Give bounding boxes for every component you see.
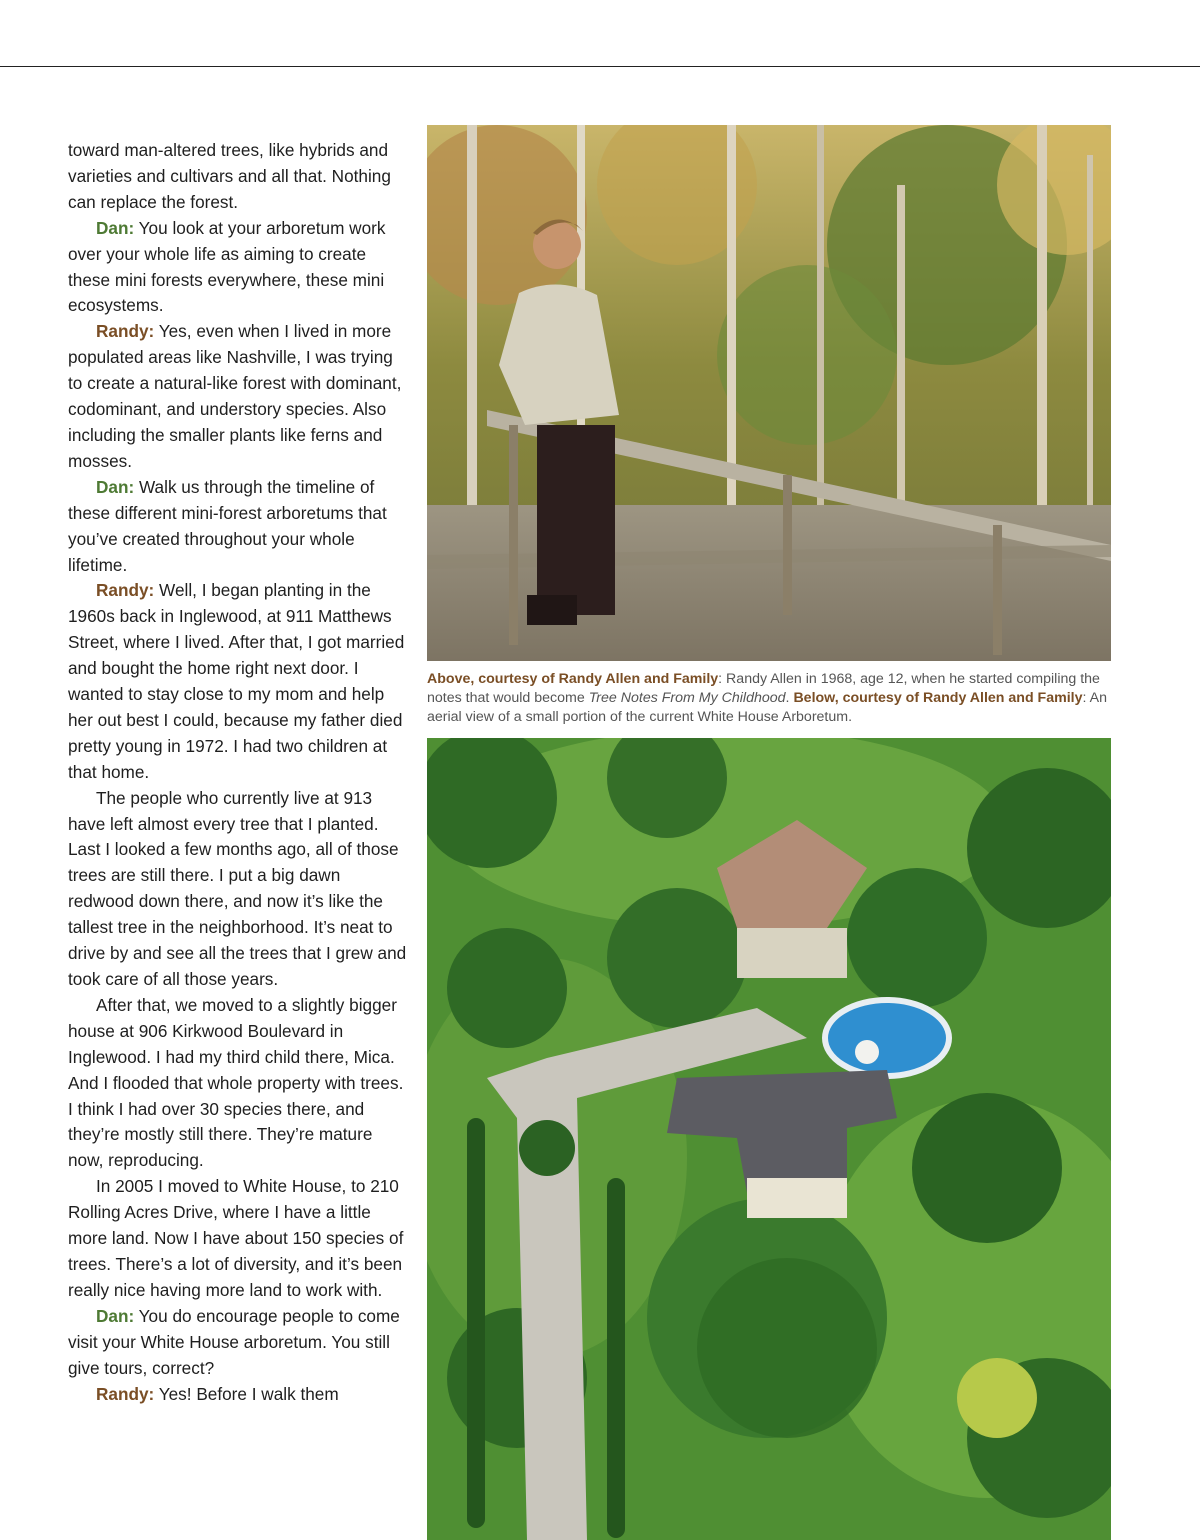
speaker-randy: Randy: — [96, 1383, 155, 1404]
paragraph-4 — [68, 475, 410, 579]
photo-aerial-arboretum — [427, 738, 1111, 1540]
paragraph-2-text: You look at your arboretum work over your whole life as aiming to create these mini forests everywhere, these mini ecosystems. — [68, 217, 386, 316]
paragraph-10 — [68, 1382, 410, 1408]
caption-book-title: Tree Notes From My Childhood — [588, 690, 786, 706]
caption-below-credit: Below, courtesy of Randy Allen and Family — [793, 690, 1083, 706]
paragraph-9-text: You do encourage people to come visit your White House arboretum. You still give tours, correct? — [68, 1305, 400, 1378]
paragraph-3 — [68, 319, 410, 474]
speaker-dan: Dan: — [96, 1305, 135, 1326]
photo-caption — [427, 670, 1111, 727]
paragraph-8-text: In 2005 I moved to White House, to 210 Rolling Acres Drive, where I have a little more land. Now I have about 150 species of trees. There’s a lot of diversity, and it’s been really nice having more land to work with. — [68, 1176, 404, 1300]
paragraph-5 — [68, 578, 410, 785]
speaker-randy: Randy: — [96, 580, 155, 601]
paragraph-5-text: Well, I began planting in the 1960s back in Inglewood, at 911 Matthews Street, where I lived. After that, I got married and bought the home right next door. I wanted to stay close to my mom and help her out best I could, because my father died pretty young in 1972. I had two children at that home. — [68, 580, 405, 782]
photo-randy-1968 — [427, 125, 1111, 661]
paragraph-7-text: After that, we moved to a slightly bigger house at 906 Kirkwood Boulevard in Inglewood. I had my third child there, Mica. And I flooded that whole property with trees. I think I had over 30 species there, and they’re mostly still there. They’re mature now, reproducing. — [68, 994, 404, 1171]
paragraph-2 — [68, 216, 410, 320]
speaker-dan: Dan: — [96, 217, 135, 238]
paragraph-1 — [68, 138, 410, 216]
header-rule — [0, 66, 1200, 67]
paragraph-6 — [68, 786, 410, 993]
paragraph-10-text: Yes! Before I walk them — [154, 1383, 339, 1404]
caption-above-text: : Randy Allen in 1968, age 12, when he started compiling the notes that would become — [427, 671, 1100, 706]
paragraph-9 — [68, 1304, 410, 1382]
caption-above-end: . — [785, 690, 794, 706]
paragraph-3-text: Yes, even when I lived in more populated areas like Nashville, I was trying to create a natural-like forest with dominant, codominant, and understory species. Also including the smaller plants like ferns and mosses. — [68, 321, 402, 471]
caption-below-text: : An aerial view of a small portion of the current White House Arboretum. — [427, 690, 1107, 725]
speaker-randy: Randy: — [96, 321, 155, 342]
paragraph-1-text: toward man-altered trees, like hybrids and varieties and cultivars and all that. Nothing can replace the forest. — [68, 140, 391, 212]
paragraph-4-text: Walk us through the timeline of these different mini-forest arboretums that you’ve created throughout your whole lifetime. — [68, 476, 387, 575]
paragraph-8 — [68, 1174, 410, 1304]
speaker-dan: Dan: — [96, 476, 135, 497]
paragraph-6-text: The people who currently live at 913 have left almost every tree that I planted. Last I looked a few months ago, all of those trees are still there. I put a big dawn redwood down there, and now it’s like the tallest tree in the neighborhood. It’s neat to drive by and see all the trees that I grew and took care of all those years. — [68, 787, 407, 989]
paragraph-7 — [68, 993, 410, 1174]
article-text-column — [68, 138, 410, 1407]
caption-above-credit: Above, courtesy of Randy Allen and Family — [427, 671, 719, 687]
